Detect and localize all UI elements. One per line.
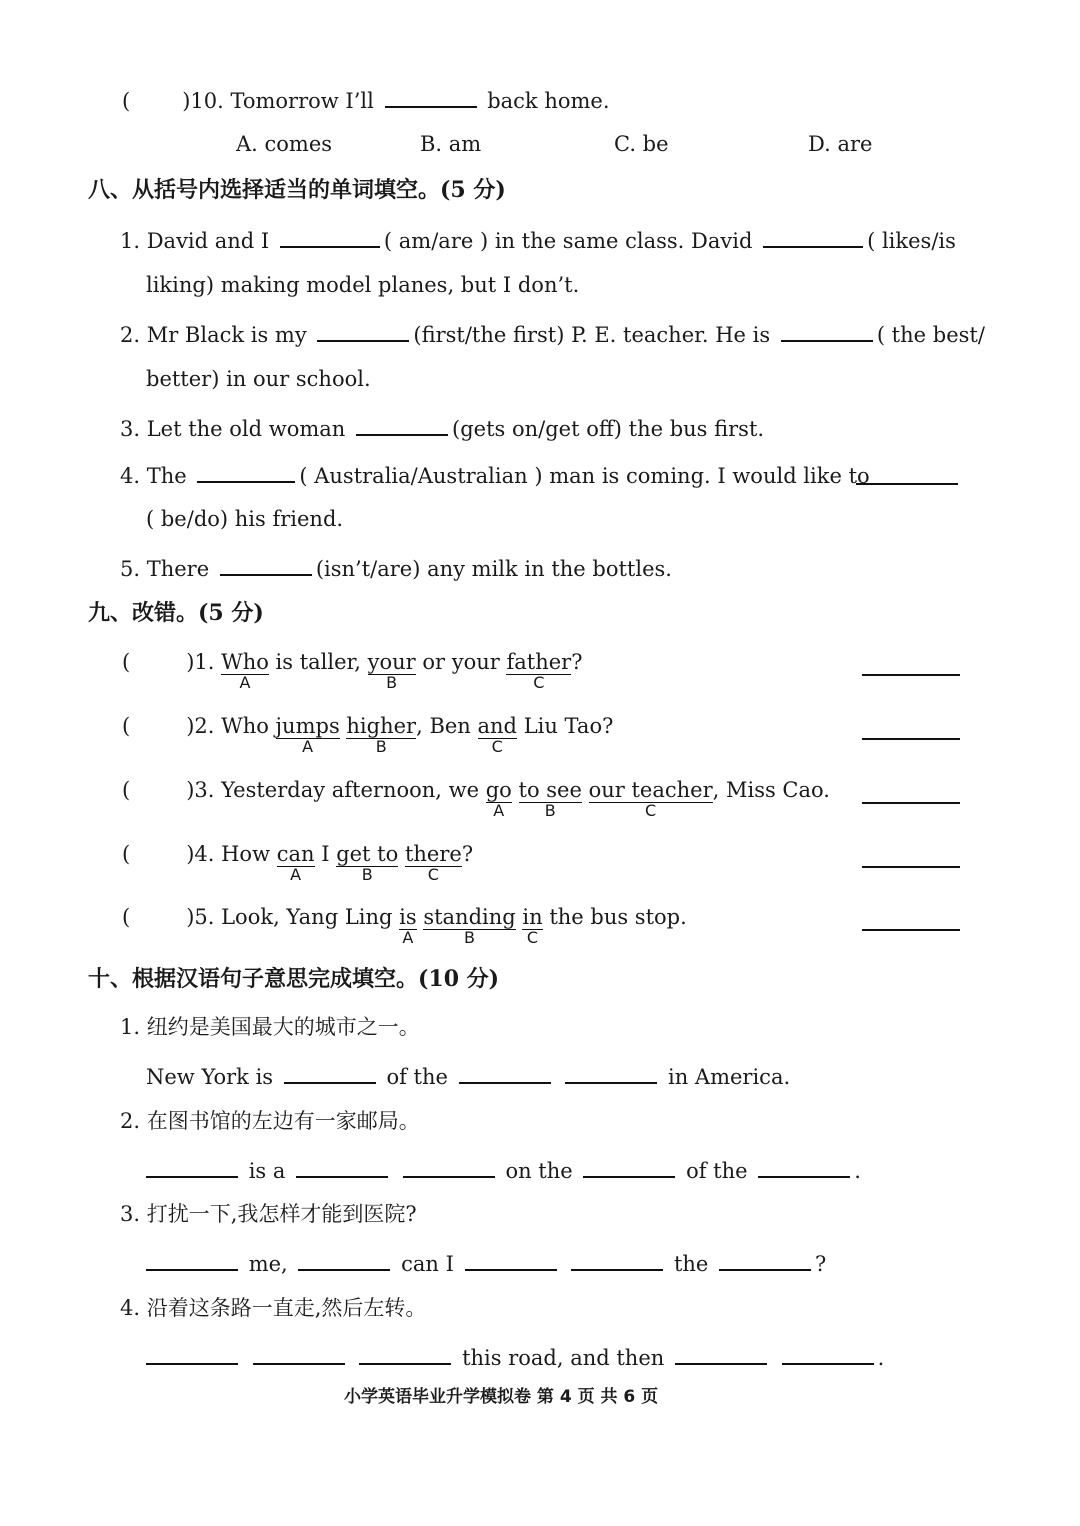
section-10-item-1-en [146, 1060, 790, 1091]
section-10-item-4-en [146, 1341, 884, 1372]
segment-text: there [404, 842, 462, 866]
item-text [582, 778, 589, 802]
answer-blank[interactable] [284, 1060, 376, 1084]
item-text: , Miss Cao. [712, 778, 830, 802]
item-text [512, 778, 519, 802]
answer-blank[interactable] [146, 1341, 238, 1365]
segment-text: standing [423, 905, 516, 929]
section-8-item-2 [120, 318, 985, 349]
answer-blank[interactable] [459, 1060, 551, 1084]
section-9-item [122, 712, 614, 756]
item-text: I [314, 842, 337, 866]
option-a: A. comes [236, 132, 333, 156]
section-8-item-5 [120, 552, 672, 583]
answer-blank[interactable] [758, 1154, 850, 1178]
segment-label: C [491, 737, 503, 756]
item-text: 4. The [120, 464, 187, 488]
answer-blank[interactable] [675, 1341, 767, 1365]
item-text: ? [571, 650, 583, 674]
segment-label: C [526, 928, 539, 947]
underlined-segment [221, 650, 269, 692]
segment-label: B [386, 673, 398, 692]
section-8-item-2-cont: better) in our school. [146, 367, 371, 391]
segment-text: higher [346, 714, 417, 738]
segment-label: B [464, 928, 475, 947]
item-text: . [877, 1346, 885, 1370]
item-text: the [673, 1252, 709, 1276]
item-text [417, 905, 424, 929]
item-text: this road, and then [462, 1346, 665, 1370]
answer-blank[interactable] [719, 1247, 811, 1271]
underlined-segment [506, 650, 572, 692]
item-number: )5. [186, 905, 222, 929]
item-text: ( likes/is [867, 229, 956, 253]
underlined-segment [275, 714, 340, 756]
segment-text: to see [518, 778, 582, 802]
underlined-segment [522, 905, 543, 947]
item-text: in America. [668, 1065, 791, 1089]
answer-blank[interactable] [465, 1247, 557, 1271]
item-text: 3. Let the old woman [120, 417, 346, 441]
answer-blank[interactable] [403, 1154, 495, 1178]
item-text: (first/the first) P. E. teacher. He is [413, 323, 771, 347]
item-text [516, 905, 523, 929]
underlined-segment [518, 778, 582, 820]
section-10-item-4-cn: 4. 沿着这条路一直走,然后左转。 [120, 1296, 427, 1320]
segment-label: B [375, 737, 387, 756]
answer-blank[interactable] [146, 1247, 238, 1271]
answer-blank[interactable] [565, 1060, 657, 1084]
option-d: D. are [808, 132, 873, 156]
section-8-item-1 [120, 224, 956, 255]
answer-blank[interactable] [298, 1247, 390, 1271]
item-text: on the [505, 1159, 573, 1183]
segment-text: your [367, 650, 416, 674]
section-10-item-2-en [146, 1154, 861, 1185]
underlined-segment [485, 778, 512, 820]
section-8-item-4 [120, 459, 870, 490]
item-text: ( Australia/Australian ) man is coming. I would like to [299, 464, 870, 488]
item-text: , Ben [416, 714, 478, 738]
section-8-title: 八、从括号内选择适当的单词填空。(5 分) [88, 177, 506, 203]
answer-blank[interactable] [280, 224, 380, 248]
segment-label: B [544, 801, 556, 820]
correction-blank[interactable] [862, 866, 960, 868]
question-10-stem: 10. Tomorrow I’ll [190, 89, 374, 113]
segment-text: Who [221, 650, 269, 674]
segment-text: go [485, 778, 512, 802]
segment-text: father [506, 650, 572, 674]
answer-blank[interactable] [356, 412, 448, 436]
underlined-segment [399, 905, 417, 947]
underlined-segment [276, 842, 315, 884]
underlined-segment [346, 714, 417, 756]
segment-text: jumps [275, 714, 340, 738]
option-b: B. am [420, 132, 482, 156]
section-9-item [122, 840, 474, 884]
segment-label: C [645, 801, 657, 820]
answer-blank[interactable] [317, 318, 409, 342]
section-10-item-2-cn: 2. 在图书馆的左边有一家邮局。 [120, 1109, 420, 1133]
segment-label: A [302, 737, 314, 756]
answer-paren-left: ( [122, 778, 131, 802]
underlined-segment [423, 905, 516, 947]
question-10 [122, 84, 610, 115]
question-10-stem-end: back home. [487, 89, 610, 113]
section-9-item [122, 776, 830, 820]
section-9-title: 九、改错。(5 分) [88, 600, 264, 626]
item-text: How [221, 842, 277, 866]
answer-paren-left: ( [122, 905, 131, 929]
segment-label: A [402, 928, 414, 947]
answer-blank[interactable] [359, 1341, 451, 1365]
item-text: 2. Mr Black is my [120, 323, 307, 347]
section-8-item-4-cont: ( be/do) his friend. [146, 507, 344, 531]
item-text: is taller, [268, 650, 368, 674]
item-text: . [854, 1159, 861, 1183]
item-text: ? [461, 842, 474, 866]
section-8-item-3 [120, 412, 764, 443]
option-c: C. be [614, 132, 669, 156]
section-10-item-1-cn: 1. 纽约是美国最大的城市之一。 [120, 1015, 420, 1039]
item-text: (gets on/get off) the bus first. [452, 417, 765, 441]
item-number: )3. [186, 778, 222, 802]
answer-blank[interactable] [253, 1341, 345, 1365]
segment-text: get to [336, 842, 399, 866]
answer-blank[interactable] [220, 552, 312, 576]
segment-label: B [361, 865, 373, 884]
answer-blank[interactable] [296, 1154, 388, 1178]
item-text: or your [415, 650, 507, 674]
answer-paren-left: ( [122, 714, 131, 738]
item-text: me, [248, 1252, 288, 1276]
item-text: can I [401, 1252, 454, 1276]
item-text: Yesterday afternoon, we [221, 778, 486, 802]
item-text: the bus stop. [542, 905, 687, 929]
answer-blank[interactable] [583, 1154, 675, 1178]
segment-label: A [239, 673, 251, 692]
item-number: )4. [186, 842, 222, 866]
answer-blank[interactable] [146, 1154, 238, 1178]
item-text: ( the best/ [876, 323, 985, 347]
section-10-item-3-cn: 3. 打扰一下,我怎样才能到医院? [120, 1202, 417, 1226]
underlined-segment [367, 650, 416, 692]
underlined-segment [588, 778, 713, 820]
section-9-item [122, 903, 687, 947]
answer-blank[interactable] [781, 318, 873, 342]
item-text: 1. David and I [120, 229, 270, 253]
item-text: ( am/are ) in the same class. David [383, 229, 753, 253]
item-text: Who [221, 714, 276, 738]
segment-text: can [276, 842, 315, 866]
item-text [340, 714, 347, 738]
correction-blank[interactable] [862, 802, 960, 804]
item-text: of the [386, 1065, 448, 1089]
answer-paren-left: ( [122, 650, 131, 674]
answer-blank[interactable] [197, 459, 295, 483]
answer-paren-left: ( [122, 89, 131, 113]
answer-blank[interactable] [856, 461, 958, 485]
answer-blank[interactable] [385, 84, 477, 108]
segment-text: is [399, 905, 417, 929]
item-text: ? [815, 1252, 827, 1276]
item-text: (isn’t/are) any milk in the bottles. [315, 557, 672, 581]
segment-text: in [522, 905, 543, 929]
item-text: New York is [146, 1065, 274, 1089]
item-text: 5. There [120, 557, 210, 581]
segment-label: A [290, 865, 302, 884]
correction-blank[interactable] [862, 929, 960, 931]
segment-text: and [477, 714, 518, 738]
item-number: )1. [186, 650, 222, 674]
segment-label: C [427, 865, 439, 884]
item-text [398, 842, 405, 866]
item-number: )2. [186, 714, 222, 738]
answer-blank[interactable] [763, 224, 863, 248]
section-8-item-1-cont: liking) making model planes, but I don’t. [146, 273, 580, 297]
section-10-title: 十、根据汉语句子意思完成填空。(10 分) [88, 966, 500, 992]
correction-blank[interactable] [862, 738, 960, 740]
segment-text: our teacher [588, 778, 713, 802]
item-text: Liu Tao? [517, 714, 614, 738]
section-10-item-3-en [146, 1247, 826, 1278]
item-text: is a [248, 1159, 286, 1183]
answer-blank[interactable] [782, 1341, 874, 1365]
answer-paren-left: ( [122, 842, 131, 866]
answer-paren-right: ) [182, 89, 191, 113]
underlined-segment [336, 842, 399, 884]
answer-blank[interactable] [571, 1247, 663, 1271]
section-9-item [122, 648, 583, 692]
item-text: of the [686, 1159, 748, 1183]
page-footer: 小学英语毕业升学模拟卷 第 4 页 共 6 页 [344, 1387, 659, 1407]
correction-blank[interactable] [862, 674, 960, 676]
underlined-segment [477, 714, 518, 756]
underlined-segment [404, 842, 462, 884]
segment-label: C [533, 673, 545, 692]
segment-label: A [493, 801, 505, 820]
item-text: Look, Yang Ling [221, 905, 400, 929]
